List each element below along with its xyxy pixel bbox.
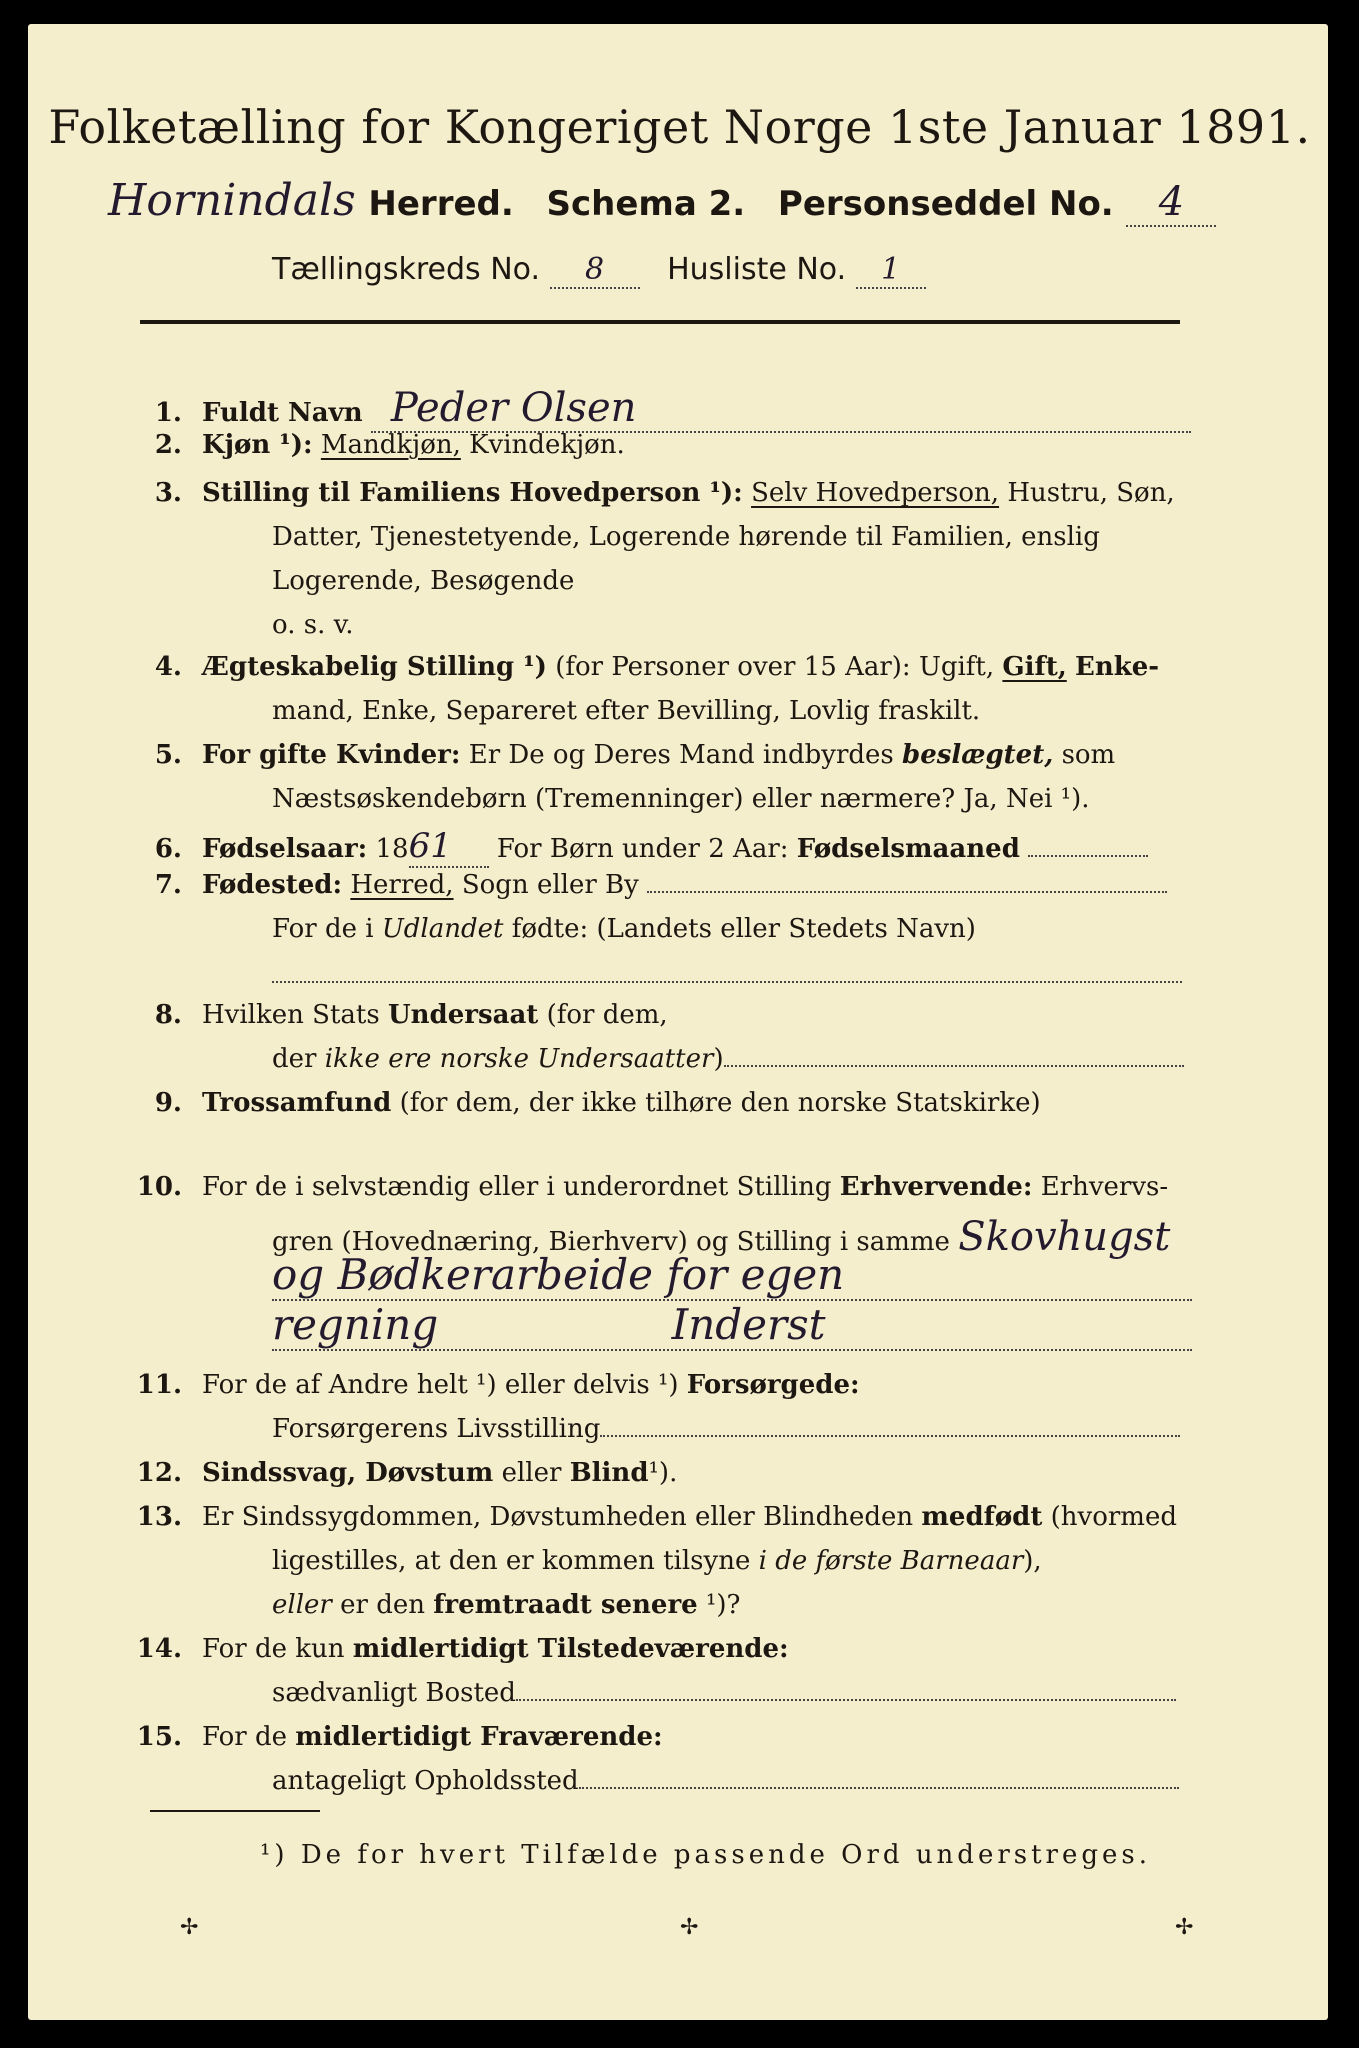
kreds-label: Tællingskreds No.	[272, 252, 540, 287]
text: ¹)?	[705, 1590, 741, 1620]
herred-label: Herred.	[368, 184, 514, 224]
form-title: Folketælling for Kongeriget Norge 1ste Januar 1891.	[48, 100, 1311, 154]
stay-location-answer	[579, 1787, 1179, 1789]
item-15-line2	[272, 1766, 1179, 1796]
item-label: Stilling til Familiens Hovedperson ¹):	[202, 478, 743, 508]
item-label-bold: medfødt	[921, 1502, 1043, 1532]
kreds-line	[272, 252, 926, 289]
item-text-rest: (for dem, der ikke tilhøre den norske Statskirke)	[399, 1088, 1041, 1118]
item-label-bold: Undersaat	[387, 1000, 539, 1030]
gender-selected: Mandkjøn,	[320, 430, 461, 460]
item-number: 12.	[136, 1458, 182, 1488]
header-rule	[140, 320, 1180, 324]
item-label: Sindssvag, Døvstum	[202, 1458, 494, 1488]
item-label: Trossamfund	[202, 1088, 392, 1118]
birth-year-prefix: 18	[375, 834, 409, 864]
birth-month-answer	[1028, 855, 1148, 857]
occupation-answer-3a: regning	[272, 1300, 439, 1349]
text-bold: fremtraadt senere	[433, 1590, 698, 1620]
occupation-answer-1: Skovhugst	[958, 1214, 1171, 1260]
item-8	[120, 1000, 668, 1030]
item-7	[120, 870, 1167, 900]
item-text: For de	[202, 1722, 287, 1752]
item-text: For de af Andre helt ¹) eller delvis ¹)	[202, 1370, 679, 1400]
occupation-answer-3	[272, 1300, 1192, 1351]
item-number: 5.	[154, 740, 182, 770]
birth-year-answer: 61	[409, 826, 489, 868]
item-11	[120, 1370, 860, 1400]
item-label: Hvilken Stats	[202, 1000, 380, 1030]
provider-answer	[600, 1435, 1180, 1437]
item-number: 4.	[154, 652, 182, 682]
item-12	[120, 1458, 677, 1488]
usual-residence-answer	[516, 1699, 1176, 1701]
item-3-line3: Logerende, Besøgende	[272, 566, 575, 596]
herred-line	[108, 175, 1216, 227]
item-number: 6.	[154, 834, 182, 864]
item-2	[120, 430, 625, 460]
schema-label: Schema 2.	[546, 184, 746, 224]
item-7-line2	[272, 914, 976, 944]
item-1	[120, 385, 1191, 433]
text-italic: eller	[272, 1590, 332, 1620]
item-13-line3	[272, 1590, 740, 1620]
item-text-rest: Sogn eller By	[461, 870, 639, 900]
item-italic: beslægtet,	[902, 740, 1054, 770]
item-number: 9.	[154, 1088, 182, 1118]
text: ligestilles, at den er kommen tilsyne	[272, 1546, 751, 1576]
item-number: 7.	[154, 870, 182, 900]
text: Forsørgerens Livsstilling	[272, 1414, 601, 1444]
text: For de i	[272, 914, 374, 944]
birth-month-label: Fødselsmaaned	[796, 834, 1020, 864]
registration-mark-icon: ✢	[1175, 1915, 1194, 1940]
item-9	[120, 1088, 1041, 1118]
item-label: For gifte Kvinder:	[202, 740, 461, 770]
full-name-answer: Peder Olsen	[371, 385, 1191, 433]
text: antageligt Opholdssted	[272, 1766, 579, 1796]
item-label-bold: Blind	[569, 1458, 649, 1488]
item-5	[120, 740, 1115, 770]
item-13-line2: ligestilles, at den er kommen tilsyne i de første Barneaar),	[272, 1546, 1042, 1576]
item-number: 1.	[154, 398, 182, 428]
item-4-line2: mand, Enke, Separeret efter Bevilling, Lovlig fraskilt.	[272, 696, 981, 726]
item-text: For de i selvstændig eller i underordnet Stilling	[202, 1172, 832, 1202]
item-label: Fuldt Navn	[202, 398, 363, 428]
nationality-answer	[724, 1065, 1184, 1067]
item-label-bold: midlertidigt Tilstedeværende:	[352, 1634, 789, 1664]
birthplace-selected: Herred,	[350, 870, 454, 900]
text: der	[272, 1044, 317, 1074]
position-options: Hustru, Søn,	[1007, 478, 1175, 508]
registration-mark-icon: ✢	[680, 1915, 699, 1940]
item-3-line2: Datter, Tjenestetyende, Logerende hørende til Familien, enslig	[272, 522, 1100, 552]
item-text-rest: som	[1061, 740, 1116, 770]
text-italic: Udlandet	[381, 914, 504, 944]
personseddel-number: 4	[1126, 179, 1216, 227]
text: sædvanligt Bosted	[272, 1678, 516, 1708]
item-3	[120, 478, 1175, 508]
position-selected: Selv Hovedperson,	[751, 478, 1000, 508]
item-text-rest: Enke-	[1075, 652, 1160, 682]
item-number: 3.	[154, 478, 182, 508]
item-number: 2.	[154, 430, 182, 460]
item-text: (for Personer over 15 Aar): Ugift,	[555, 652, 995, 682]
item-number: 10.	[136, 1172, 182, 1202]
item-label: Fødested:	[202, 870, 343, 900]
item-number: 13.	[136, 1502, 182, 1532]
personseddel-label: Personseddel No.	[777, 184, 1114, 224]
item-8-line2: der ikke ere norske Undersaatter)	[272, 1044, 1184, 1074]
item-text: Er De og Deres Mand indbyrdes	[468, 740, 894, 770]
item-number: 11.	[136, 1370, 182, 1400]
marital-selected: Gift,	[1002, 652, 1067, 682]
occupation-answer-2: og Bødkerarbeide for egen	[272, 1250, 1192, 1301]
text: er den	[340, 1590, 425, 1620]
item-label-bold: Forsørgede:	[686, 1370, 860, 1400]
item-7-blank	[272, 968, 1182, 987]
item-text-rest: (for dem,	[546, 1000, 668, 1030]
footnote-rule	[150, 1810, 320, 1812]
item-6	[120, 826, 1148, 868]
gender-other: Kvindekjøn.	[469, 430, 625, 460]
item-text: For de kun	[202, 1634, 345, 1664]
item-label: Kjøn ¹):	[202, 430, 313, 460]
item-text-rest: ¹).	[648, 1458, 678, 1488]
birthplace-answer	[647, 891, 1167, 893]
item-10	[120, 1172, 1168, 1202]
husliste-number: 1	[856, 252, 926, 289]
registration-mark-icon: ✢	[180, 1915, 199, 1940]
item-label: Ægteskabelig Stilling ¹)	[202, 652, 547, 682]
text: fødte: (Landets eller Stedets Navn)	[511, 914, 976, 944]
husliste-label: Husliste No.	[667, 252, 847, 287]
herred-handwritten: Hornindals	[108, 175, 356, 226]
item-15	[120, 1722, 663, 1752]
item-text-rest: (hvormed	[1050, 1502, 1177, 1532]
item-14	[120, 1634, 789, 1664]
item-number: 14.	[136, 1634, 182, 1664]
item-text: Er Sindssygdommen, Døvstumheden eller Blindheden	[202, 1502, 914, 1532]
text-italic: ikke ere norske Undersaatter	[324, 1044, 714, 1074]
occupation-answer-3b: Inderst	[671, 1300, 826, 1349]
text: gren (Hovednæring, Bierhverv) og Stilling i samme	[272, 1227, 950, 1257]
item-14-line2	[272, 1678, 1176, 1708]
item-5-line2: Næstsøskendebørn (Tremenninger) eller nærmere? Ja, Nei ¹).	[272, 784, 1090, 814]
item-13	[120, 1502, 1177, 1532]
item-3-line4: o. s. v.	[272, 610, 354, 640]
item-text: eller	[501, 1458, 562, 1488]
item-number: 15.	[136, 1722, 182, 1752]
item-number: 8.	[154, 1000, 182, 1030]
item-4	[120, 652, 1159, 682]
item-label-bold: Erhvervende:	[839, 1172, 1033, 1202]
item-label-bold: midlertidigt Fraværende:	[295, 1722, 663, 1752]
item-label: Fødselsaar:	[202, 834, 368, 864]
kreds-number: 8	[550, 252, 640, 289]
text-italic: i de første Barneaar	[758, 1546, 1024, 1576]
item-text-rest: For Børn under 2 Aar:	[496, 834, 789, 864]
item-text-rest: Erhvervs-	[1040, 1172, 1169, 1202]
item-11-line2	[272, 1414, 1180, 1444]
footnote: ¹) De for hvert Tilfælde passende Ord understreges.	[260, 1840, 1152, 1870]
